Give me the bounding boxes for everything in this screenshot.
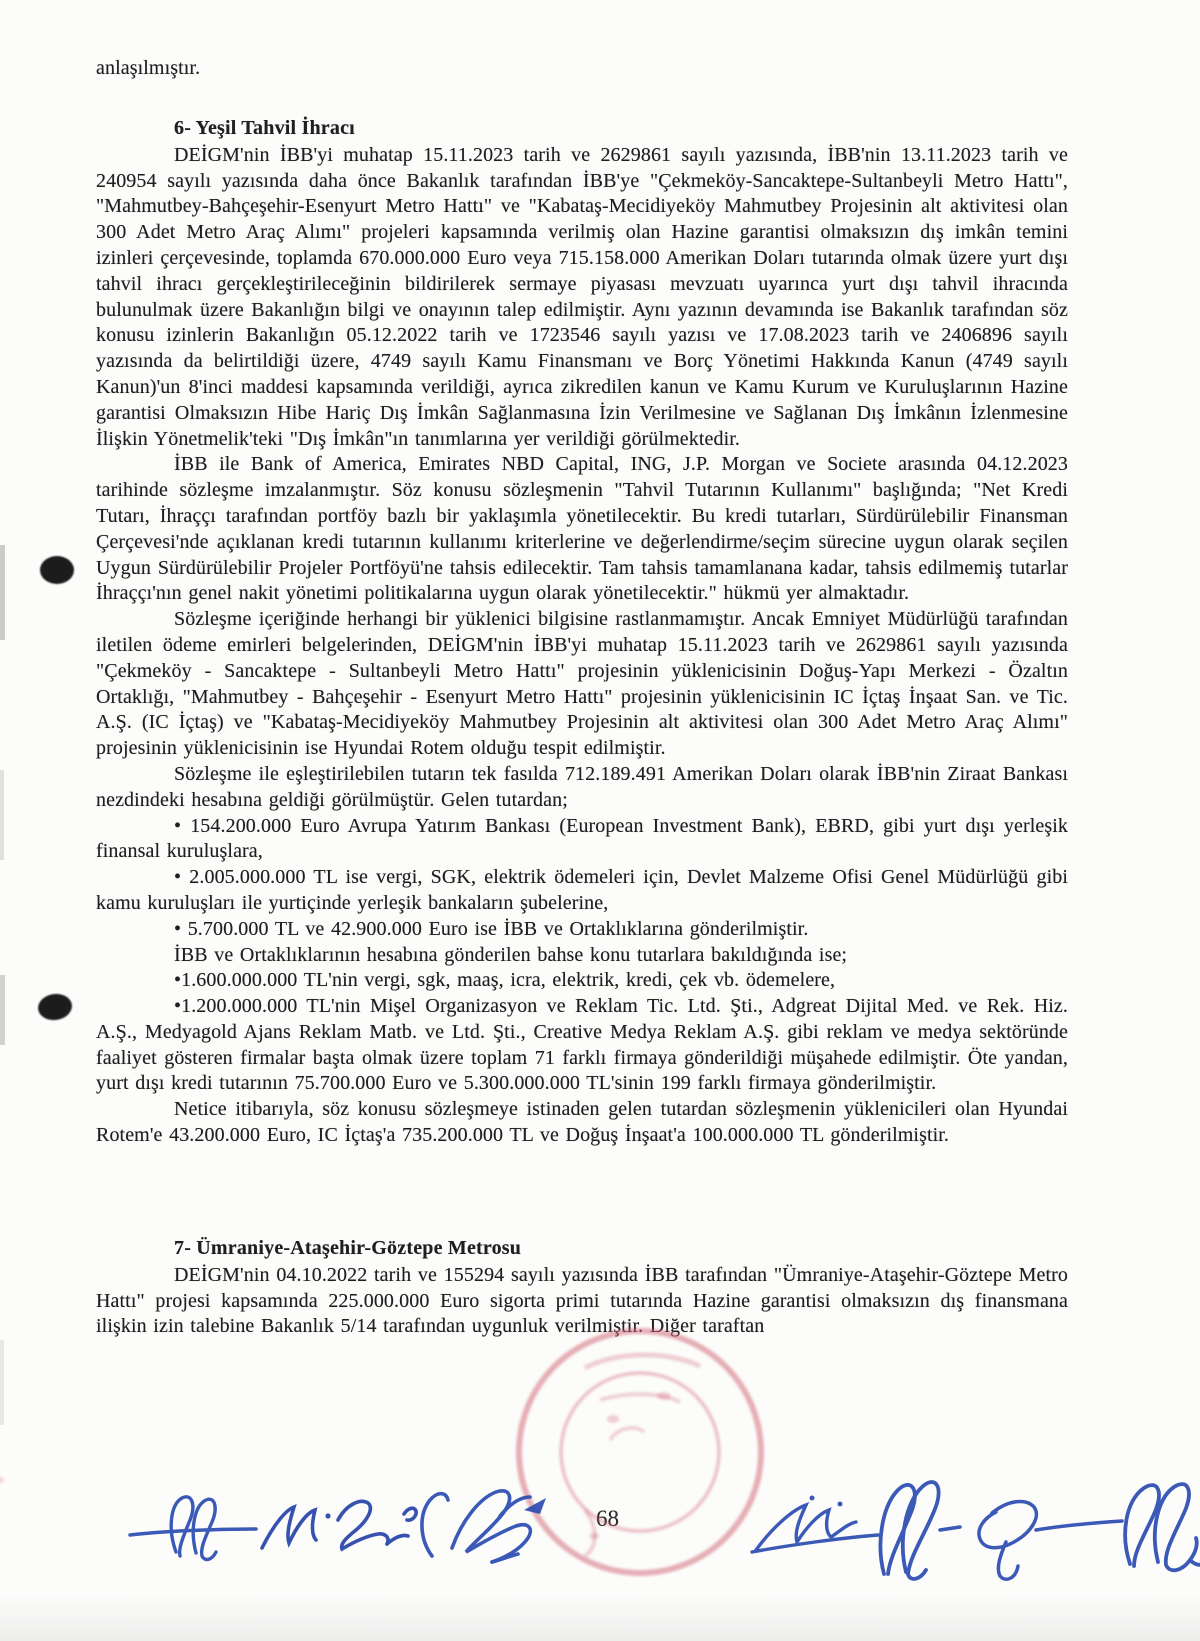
- section-heading-green-bond: 6- Yeşil Tahvil İhracı: [174, 116, 355, 139]
- bullet-tax-sgk-payments: • 2.005.000.000 TL ise vergi, SGK, elektrik ödemeleri için, Devlet Malzeme Ofisi Genel Müdürlüğü gibi kamu kuruluşları ile yurtiçinde yerleşik bankaların şubelerine,: [96, 866, 1068, 914]
- paragraph-umraniye-metro: DEİGM'nin 04.10.2022 tarih ve 155294 sayılı yazısında İBB tarafından "Ümraniye-Ataşehir-Göztepe Metro Hattı" projesi kapsamında 225.000.000 Euro sigorta primi tutarında Hazine garantisi olmaksızın dış finansmana ilişkin izin talebine Bakanlık 5/14 tarafından uygunluk verilmiştir. Diğer taraftan: [96, 1263, 1068, 1338]
- signature-right-3: [940, 1501, 1122, 1579]
- signature-right-2: [880, 1482, 938, 1579]
- page-number: 68: [596, 1506, 619, 1531]
- paragraph-incoming-amount: Sözleşme ile eşleştirilebilen tutarın tek fasılda 712.189.491 Amerikan Doları olarak İBB'nin Ziraat Bankası nezdindeki hesabına geldiği görülmüştür. Gelen tutardan;: [96, 762, 1068, 811]
- signature-right-4: [1125, 1484, 1200, 1570]
- section-heading-umraniye-metro: 7- Ümraniye-Ataşehir-Göztepe Metrosu: [174, 1236, 522, 1259]
- document-body: [96, 56, 1068, 1340]
- scan-edge-marks: [0, 545, 5, 1425]
- paragraph-deigm-letter: DEİGM'nin İBB'yi muhatap 15.11.2023 tarih ve 2629861 sayılı yazısında, İBB'nin 13.11.2023 tarih ve 240954 sayılı yazısında daha önce Bakanlık tarafından İBB'ye "Çekmeköy-Sancaktepe-Sultanbeyli Metro Hattı", "Mahmutbey-Bahçeşehir-Esenyurt Metro Hattı" ve "Kabataş-Mecidiyeköy Mahmutbey Projesinin alt aktivitesi olan 300 Adet Metro Araç Alımı" projeleri kapsamında verilmiş olan Hazine garantisi olmaksızın dış imkân temini izinleri çerçevesinde, toplamda 670.000.000 Euro veya 715.158.000 Amerikan Doları tutarında olmak üzere yurt dışı tahvil ihracı gerçekleştirileceğinin bildirilerek sermaye piyasası mevzuatı uyarınca yurt dışı tahvil ihracında bulunulmak üzere Bakanlığın bilgi ve onayının talep edilmiştir. Aynı yazının devamında ise Bakanlık tarafından söz konusu izinlerin Bakanlığın 05.12.2022 tarih ve 1723546 sayılı yazısı ve 17.08.2023 tarih ve 2406896 sayılı yazısında da belirtildiği üzere, 4749 sayılı Kamu Finansmanı ve Borç Yönetimi Hakkında Kanun (4749 sayılı Kanun)'un 8'inci maddesi kapsamında verildiği, ayrıca zikredilen kanun ve Kamu Kurum ve Kuruluşlarının Hazine garantisi Olmaksızın Hibe Hariç Dış İmkân Sağlanmasına İzin Verilmesine ve Sağlanan Dış İmkânın İzlenmesine İlişkin Yönetmelik'teki "Dış İmkân"ın tanımlarına yer verildiği görülmektedir.: [96, 143, 1068, 450]
- bullet-ibb-transfer: • 5.700.000 TL ve 42.900.000 Euro ise İBB ve Ortaklıklarına gönderilmiştir.: [174, 917, 809, 940]
- signature-left-3: [422, 1491, 546, 1562]
- signature-right-1: [752, 1496, 878, 1553]
- paragraph-ibb-accounts: İBB ve Ortaklıklarının hesabına gönderilen bahse konu tutarlara bakıldığında ise;: [174, 943, 848, 966]
- hole-punch-mark-upper: [40, 556, 74, 584]
- paragraph-bond-agreement: İBB ile Bank of America, Emirates NBD Capital, ING, J.P. Morgan ve Societe arasında 04.12.2023 tarihinde sözleşme imzalanmıştır. Söz konusu sözleşmenin "Tahvil Tutarının Kullanımı" başlığında; "Net Kredi Tutarı, İhraççı tarafından portföy bazlı bir yaklaşımla yönetilecektir. Bu kredi tutarları, Sürdürülebilir Finansman Çerçevesi'nde açıklanan kredi tutarının kullanımı kriterlerine ve değerlendirme/seçim sürecine uygun olarak seçilen Uygun Sürdürülebilir Projeler Portföyü'ne tahsis edilecektir. Tam tahsis tamamlanana kadar, tahsis edilmemiş tutarlar İhraççı'nın genel nakit yönetimi politikalarına uygun olarak yönetilecektir." hükmü yer almaktadır.: [96, 453, 1068, 605]
- red-stamp: [0, 1331, 761, 1573]
- bullet-media-firms: •1.200.000.000 TL'nin Mişel Organizasyon ve Reklam Tic. Ltd. Şti., Adgreat Dijital Med. ve Rek. Hiz. A.Ş., Medyagold Ajans Reklam Matb. ve Ltd. Şti., Creative Medya Reklam A.Ş. gibi reklam ve medya sektöründe faaliyet gösteren firmalar başta olmak üzere toplam 71 farklı firmaya gönderildiği müşahede edilmiştir. Öte yandan, yurt dışı kredi tutarının 75.700.000 Euro ve 5.300.000.000 TL'sinin 199 farklı firmaya gönderilmiştir.: [96, 995, 1068, 1095]
- paragraph-conclusion: Netice itibarıyla, söz konusu sözleşmeye istinaden gelen tutardan sözleşmenin yüklenicileri olan Hyundai Rotem'e 43.200.000 Euro, IC İçtaş'a 735.200.000 TL ve Doğuş İnşaat'a 100.000.000 TL gönderilmiştir.: [96, 1098, 1068, 1147]
- bullet-salary-payments: •1.600.000.000 TL'nin vergi, sgk, maaş, icra, elektrik, kredi, çek vb. ödemelere,: [174, 969, 836, 992]
- paragraph-contractors: Sözleşme içeriğinde herhangi bir yüklenici bilgisine rastlanmamıştır. Ancak Emniyet Müdürlüğü tarafından iletilen ödeme emirleri belgelerinden, DEİGM'nin İBB'yi muhatap 15.11.2023 tarih ve 2629861 sayılı yazısında "Çekmeköy - Sancaktepe - Sultanbeyli Metro Hattı" projesinin yüklenicisinin Doğuş-Yapı Merkezi - Özaltın Ortaklığı, "Mahmutbey - Bahçeşehir - Esenyurt Metro Hattı" projesinin yüklenicisinin IC İçtaş İnşaat San. ve Tic. A.Ş. (IC İçtaş) ve "Kabataş-Mecidiyeköy Mahmutbey Projesinin alt aktivitesi olan 300 Adet Metro Araç Alımı" projesinin yüklenicisinin ise Hyundai Rotem olduğu tespit edilmiştir.: [96, 608, 1068, 760]
- closing-line: anlaşılmıştır.: [96, 57, 201, 79]
- signature-left-1: [130, 1497, 256, 1560]
- signature-left-2: [262, 1501, 416, 1549]
- bullet-eib-transfer: • 154.200.000 Euro Avrupa Yatırım Bankası (European Investment Bank), EBRD, gibi yurt dışı yerleşik finansal kuruluşlara,: [96, 814, 1068, 863]
- hole-punch-mark-lower: [36, 992, 73, 1022]
